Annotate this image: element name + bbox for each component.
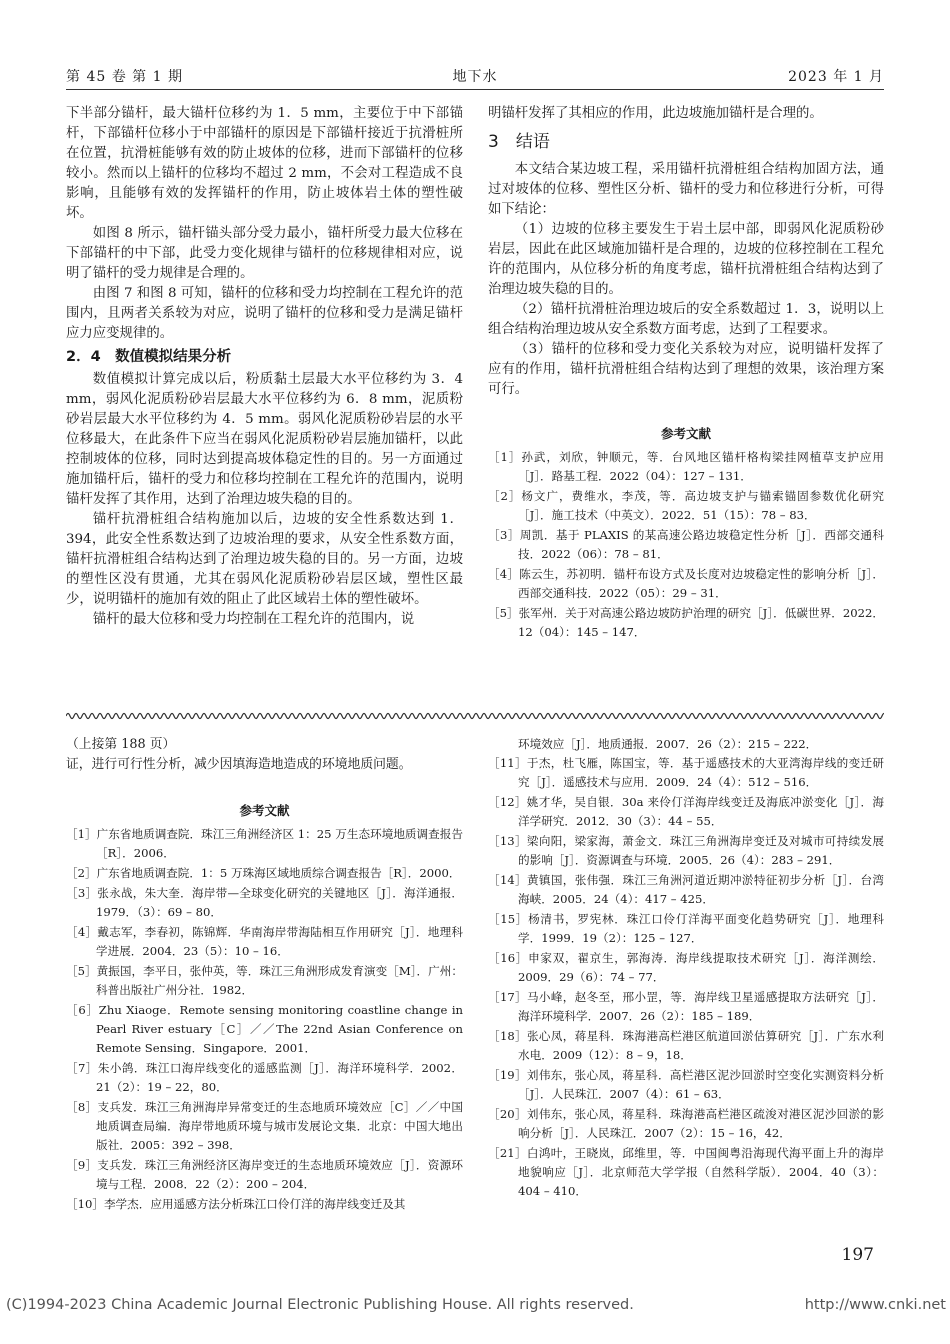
upper-right-column	[488, 104, 884, 643]
body-paragraph: （1）边坡的位移主要发生于岩土层中部，即弱风化泥质粉砂岩层，因此在此区域施加锚杆是合理的，边坡的位移控制在工程允许的范围内，从位移分析的角度考虑，锚杆抗滑桩组合结构达到了治理边坡失稳的目的。	[488, 222, 884, 297]
reference-item: ［11］于杰，杜飞雁，陈国宝，等．基于遥感技术的大亚湾海岸线的变迁研究［J］．遥感技术与应用．2009．24（4）：512 – 516．	[488, 756, 884, 789]
reference-item: ［2］杨文广，费维水，李茂，等．高边坡支护与锚索锚固参数优化研究［J］．施工技术（中英文）．2022．51（15）：78 – 83．	[488, 489, 884, 522]
copyright-text: (C)1994-2023 China Academic Journal Electronic Publishing House. All rights reserved.	[6, 1297, 634, 1313]
header-date: 2023 年 1 月	[788, 69, 884, 85]
section-heading: 3 结语	[488, 132, 550, 152]
reference-item: ［15］杨清书，罗宪林．珠江口伶仃洋海平面变化趋势研究［J］．地理科学．1999．19（2）：125 – 127．	[488, 912, 884, 945]
body-paragraph: 数值模拟计算完成以后，粉质黏土层最大水平位移约为 3．4 mm，弱风化泥质粉砂岩层最大水平位移约为 6．8 mm，泥质粉砂岩层最大水平位移约为 4．5 mm。弱风化泥质粉砂岩层的水平位移最大，在此条件下应当在弱风化泥质粉砂岩层施加锚杆，以此控制坡体的位移，同时达到提高坡体稳定性的目的。另一方面通过施加锚杆后，锚杆的受力和位移均控制在工程允许的范围内，说明锚杆发挥了其作用，达到了治理边坡失稳的目的。	[66, 372, 463, 507]
section-heading: 2．4 数值模拟结果分析	[66, 349, 232, 365]
body-paragraph: 明锚杆发挥了其相应的作用，此边坡施加锚杆是合理的。	[488, 106, 823, 121]
references-list	[488, 448, 884, 642]
header-journal-name: 地下水	[452, 69, 498, 85]
running-header	[66, 66, 884, 88]
body-paragraph: （3）锚杆的位移和受力变化关系较为对应，说明锚杆发挥了应有的作用，锚杆抗滑桩组合结构达到了理想的效果，该治理方案可行。	[488, 342, 884, 397]
reference-item: ［13］梁向阳，梁家海，萧金文．珠江三角洲海岸变迁及对城市可持续发展的影响［J］．资源调查与环境．2005．26（4）：283 – 291．	[488, 834, 884, 867]
reference-item: ［16］申家双，翟京生，郭海涛．海岸线提取技术研究［J］．海洋测绘．2009．29（6）：74 – 77．	[488, 951, 884, 984]
body-paragraph: 本文结合某边坡工程，采用锚杆抗滑桩组合结构加固方法，通过对坡体的位移、塑性区分析、锚杆的受力和位移进行分析，可得如下结论：	[488, 162, 884, 217]
reference-item: ［2］广东省地质调查院．1：5 万珠海区域地质综合调查报告［R］．2000．	[66, 866, 461, 880]
reference-item: ［14］黄镇国，张伟强．珠江三角洲河道近期冲淤特征初步分析［J］．台湾海峡．2005．24（4）：417 – 425．	[488, 873, 884, 906]
reference-item: ［4］戴志军，李春初，陈锦辉．华南海岸带海陆相互作用研究［J］．地理科学进展．2004．23（5）：10 – 16．	[66, 925, 463, 958]
reference-item: ［20］刘伟东，张心凤，蒋星科．珠海港高栏港区疏浚对港区泥沙回淤的影响分析［J］．人民珠江．2007（2）：15 – 16，42．	[488, 1107, 884, 1140]
reference-item: ［8］支兵发．珠江三角洲海岸异常变迁的生态地质环境效应［C］／／中国地质调查局编．海岸带地质环境与城市发展论文集．北京：中国大地出版社．2005：392 – 398．	[66, 1100, 463, 1152]
reference-item: ［3］张永战，朱大奎．海岸带—全球变化研究的关键地区［J］．海洋通报．1979．（3）：69 – 80．	[66, 886, 463, 919]
reference-item: ［3］周凯．基于 PLAXIS 的某高速公路边坡稳定性分析［J］．西部交通科技．2022（06）：78 – 81．	[488, 528, 884, 561]
lower-right-column	[488, 735, 884, 1202]
wavy-separator	[66, 710, 884, 722]
references-title-lower: 参考文献	[239, 803, 290, 818]
reference-item: ［9］支兵发．珠江三角洲经济区海岸变迁的生态地质环境效应［J］．资源环境与工程．2008．22（2）：200 – 204．	[66, 1158, 463, 1191]
reference-item: ［5］黄振国，李平日，张仲英，等．珠江三角洲形成发育演变［M］．广州：科普出版社广州分社．1982．	[66, 964, 463, 997]
header-rule	[66, 89, 884, 90]
page-number: 197	[841, 1245, 874, 1265]
body-paragraph: 锚杆的最大位移和受力均控制在工程允许的范围内，说	[92, 612, 415, 627]
reference-item: ［6］Zhu Xiaoge．Remote sensing monitoring coastline change in Pearl River estuary［C］／／The 22nd Asian Conference on Remote Sensing．Singapore．2001．	[66, 1003, 463, 1055]
reference-continuation: 环境效应［J］．地质通报．2007．26（2）：215 – 222．	[518, 737, 818, 751]
cnki-link[interactable]: http://www.cnki.net	[804, 1297, 946, 1313]
continued-text: 证，进行可行性分析，减少因填海造地造成的环境地质问题。	[66, 757, 412, 772]
reference-item: ［1］孙武，刘欣，钟顺元，等．台风地区锚杆格构梁挂网植草支护应用［J］．路基工程．2022（04）：127 – 131．	[488, 450, 884, 483]
body-paragraph: 如图 8 所示，锚杆锚头部分受力最小，锚杆所受力最大位移在下部锚杆的中下部，此受力变化规律与锚杆的位移规律相对应，说明了锚杆的受力规律是合理的。	[66, 226, 463, 281]
reference-item: ［19］刘伟东，张心凤，蒋星科．高栏港区泥沙回淤时空变化实测资料分析［J］．人民珠江．2007（4）：61 – 63．	[488, 1068, 884, 1101]
reference-item: ［21］白鸿叶，王晓岚，邱维里，等．中国闽粤沿海现代海平面上升的海岸地貌响应［J］．北京师范大学学报（自然科学版）．2004．40（3）：404 – 410．	[488, 1146, 884, 1198]
conclusion-section	[488, 104, 884, 400]
body-paragraph: 下半部分锚杆，最大锚杆位移约为 1．5 mm，主要位于中下部锚杆，下部锚杆位移小于中部锚杆的原因是下部锚杆接近于抗滑桩所在位置，抗滑桩能够有效的防止坡体的位移，进而下部锚杆的位移较小。然而以上锚杆的位移均不超过 2 mm，不会对工程造成不良影响，且能够有效的发挥锚杆的作用，防止坡体岩土体的塑性破坏。	[66, 106, 463, 221]
body-paragraph: （2）锚杆抗滑桩治理边坡后的安全系数超过 1．3，说明以上组合结构治理边坡从安全系数方面考虑，达到了工程要求。	[488, 302, 884, 337]
reference-item: ［1］广东省地质调查院．珠江三角洲经济区 1：25 万生态环境地质调查报告［R］．2006．	[66, 827, 463, 860]
reference-item: ［4］陈云生，苏初明．锚杆布设方式及长度对边坡稳定性的影响分析［J］．西部交通科技．2022（05）：29 – 31．	[488, 567, 884, 600]
header-volume-issue: 第 45 卷 第 1 期	[66, 69, 183, 85]
reference-item: ［10］李学杰．应用遥感方法分析珠江口伶仃洋的海岸线变迁及其	[66, 1197, 406, 1211]
reference-item: ［12］姚才华，吴自银．30a 来伶仃洋海岸线变迁及海底冲淤变化［J］．海洋学研究．2012．30（3）：44 – 55．	[488, 795, 884, 828]
lower-left-column	[66, 735, 463, 1215]
reference-item: ［7］朱小鸽．珠江口海岸线变化的遥感监测［J］．海洋环境科学．2002．21（2）：19 – 22，80．	[66, 1061, 463, 1094]
reference-item: ［17］马小峰，赵冬至，邢小罡，等．海岸线卫星遥感提取方法研究［J］．海洋环境科学．2007．26（2）：185 – 189．	[488, 990, 884, 1023]
references-title: 参考文献	[660, 426, 711, 441]
references-list-lower-right	[488, 754, 884, 1201]
continued-from-note: （上接第 188 页）	[66, 737, 176, 752]
body-paragraph: 由图 7 和图 8 可知，锚杆的位移和受力均控制在工程允许的范围内，且两者关系较为对应，说明了锚杆的位移和受力是满足锚杆应力应变规律的。	[66, 286, 463, 341]
body-paragraph: 锚杆抗滑桩组合结构施加以后，边坡的安全性系数达到 1．394，此安全性系数达到了边坡治理的要求，从安全性系数方面，锚杆抗滑桩组合结构达到了治理边坡失稳的目的。另一方面，边坡的塑性区没有贯通，尤其在弱风化泥质粉砂岩层区域，塑性区最少，说明锚杆的施加有效的阻止了此区域岩土体的塑性破坏。	[66, 512, 463, 607]
upper-left-column	[66, 104, 463, 630]
references-list-lower-left	[66, 825, 463, 1214]
reference-item: ［5］张军州．关于对高速公路边坡防护治理的研究［J］．低碳世界．2022．12（04）：145 – 147．	[488, 606, 884, 639]
reference-item: ［18］张心凤，蒋星科．珠海港高栏港区航道回淤估算研究［J］．广东水利水电．2009（12）：8 – 9，18．	[488, 1029, 884, 1062]
